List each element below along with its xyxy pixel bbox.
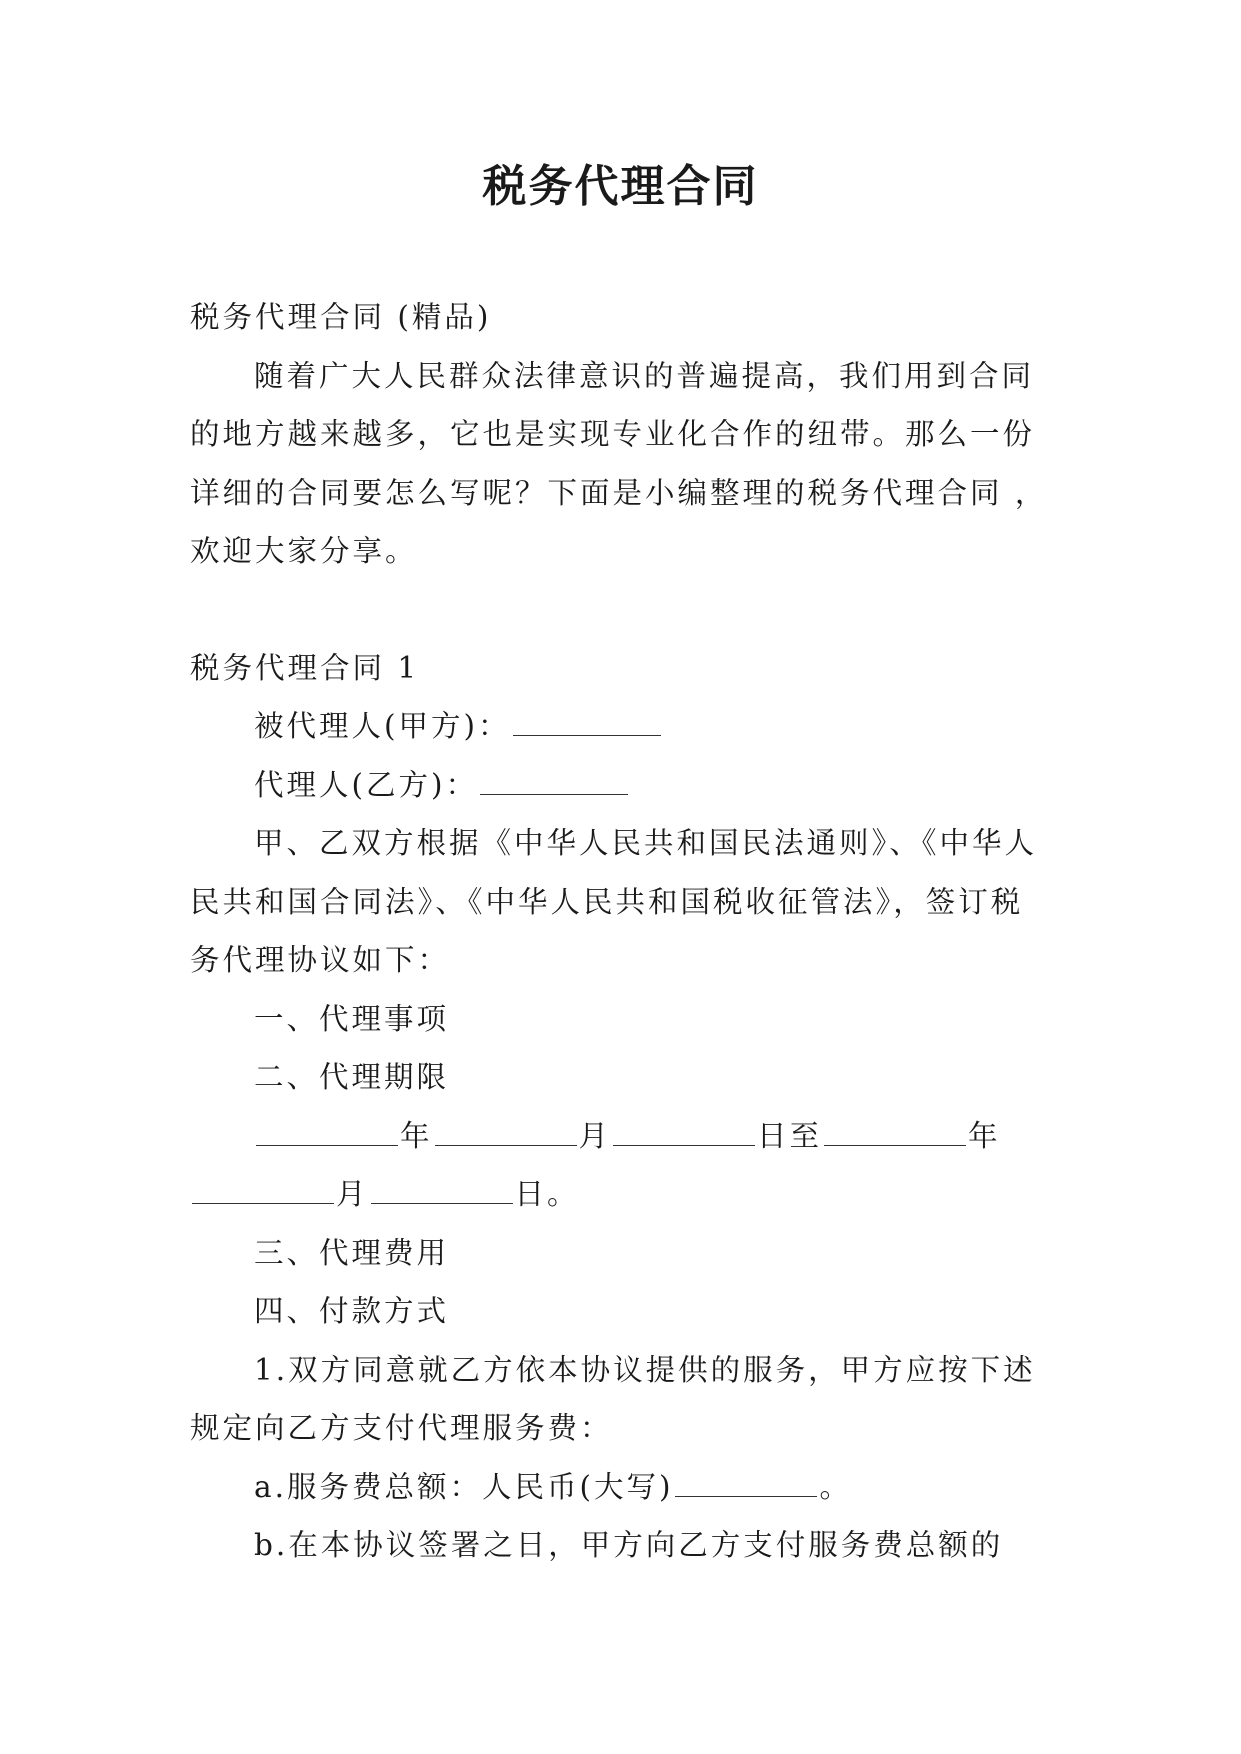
intro-line: 的地方越来越多，它也是实现专业化合作的纽带。那么一份 (190, 417, 1036, 451)
subtitle: 税务代理合同 (精品) (190, 300, 492, 334)
section-heading: 税务代理合同 1 (190, 650, 420, 685)
basis-line: 民共和国合同法》、《中华人民共和国税收征管法》，签订税 (190, 884, 1024, 919)
month-label: 月 (578, 1118, 612, 1153)
day-to-label: 日至 (757, 1118, 823, 1153)
item-heading-3: 三、代理费用 (254, 1235, 450, 1270)
month-label: 月 (336, 1177, 369, 1211)
party-b-label: 代理人(乙方)： (254, 767, 479, 802)
end-year-blank (824, 1111, 966, 1146)
payment-amount-blank (675, 1462, 817, 1497)
start-year-blank (256, 1111, 398, 1146)
term-dates-line-2 (190, 1165, 1054, 1224)
paragraph-gap (190, 581, 1054, 639)
party-a-line (190, 697, 1054, 756)
basis-line: 务代理协议如下： (190, 943, 451, 977)
end-month-blank (192, 1169, 334, 1204)
payment-b-line: b.在本协议签署之日，甲方向乙方支付服务费总额的 (254, 1528, 1004, 1562)
payment-a-line (190, 1458, 1054, 1517)
intro-line: 随着广大人民群众法律意识的普遍提高，我们用到合同 (254, 358, 1035, 393)
document-title: 税务代理合同 (482, 161, 759, 212)
intro-line: 欢迎大家分享。 (190, 534, 418, 568)
start-month-blank (435, 1111, 577, 1146)
end-day-blank (371, 1169, 513, 1204)
year-label: 年 (400, 1118, 433, 1153)
day-end-label: 日。 (514, 1177, 580, 1211)
item-heading-1: 一、代理事项 (254, 1001, 450, 1036)
payment-a-label: a.服务费总额：人民币(大写) (254, 1469, 674, 1504)
document-body (190, 288, 1054, 1575)
year-label: 年 (968, 1118, 1001, 1153)
party-b-blank (480, 760, 628, 795)
payment-line: 1.双方同意就乙方依本协议提供的服务，甲方应按下述 (254, 1352, 1036, 1387)
party-a-blank (513, 701, 661, 736)
party-b-line (190, 756, 1054, 815)
intro-line: 详细的合同要怎么写呢？下面是小编整理的税务代理合同 ， (190, 475, 1048, 510)
start-day-blank (613, 1111, 755, 1146)
basis-line: 甲、乙双方根据《中华人民共和国民法通则》、《中华人 (254, 826, 1038, 860)
payment-line: 规定向乙方支付代理服务费： (190, 1411, 613, 1445)
item-heading-2: 二、代理期限 (254, 1060, 450, 1094)
payment-a-end: 。 (819, 1469, 852, 1504)
term-dates-line-1 (190, 1107, 1054, 1166)
item-heading-4: 四、付款方式 (254, 1294, 450, 1328)
party-a-label: 被代理人(甲方)： (254, 709, 511, 743)
